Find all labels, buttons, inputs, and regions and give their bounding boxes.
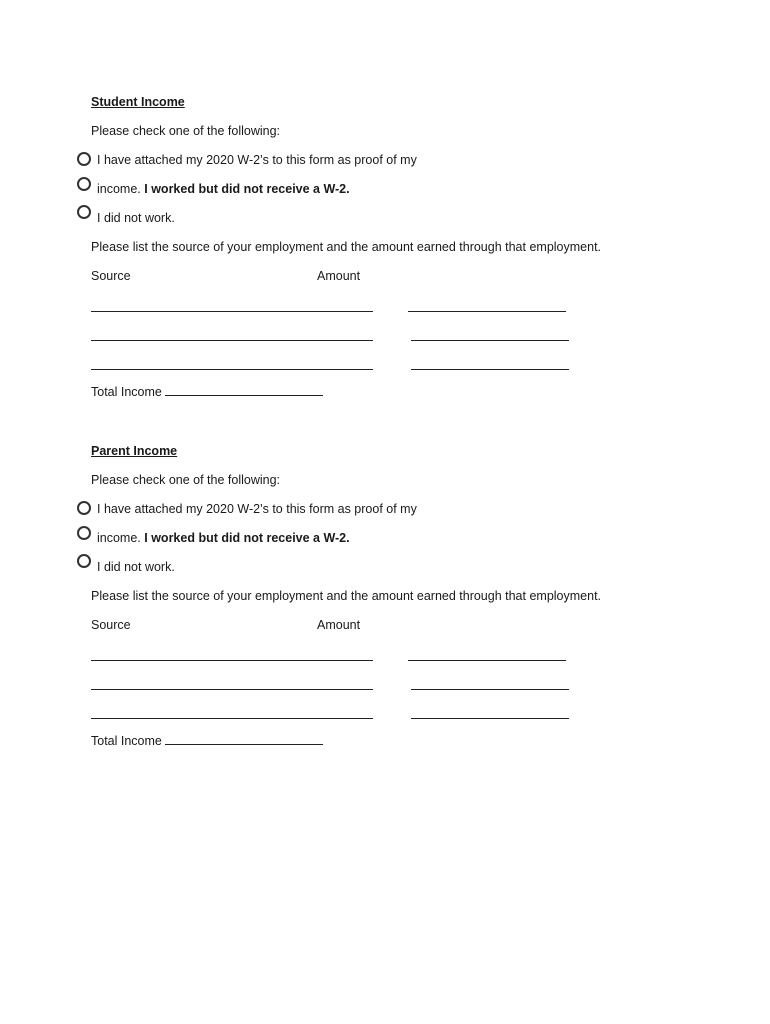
- parent-total-income-label: Total Income: [91, 734, 162, 748]
- student-amount-column-label: Amount: [317, 269, 361, 283]
- student-amount-line-2[interactable]: [411, 340, 569, 341]
- student-source-column-label: Source: [91, 269, 131, 283]
- student-source-line-2[interactable]: [91, 340, 373, 341]
- parent-option-attached-w2-label: I have attached my 2020 W-2’s to this form as proof of my: [97, 502, 417, 516]
- parent-source-column-label: Source: [91, 618, 131, 632]
- student-source-line-3[interactable]: [91, 369, 373, 370]
- parent-radio-did-not-work[interactable]: [77, 554, 91, 568]
- parent-amount-column-label: Amount: [317, 618, 361, 632]
- student-total-income-line[interactable]: [165, 386, 323, 396]
- student-source-line-1[interactable]: [91, 311, 373, 312]
- student-income-heading: Student Income: [91, 95, 185, 109]
- student-amount-line-1[interactable]: [408, 311, 566, 312]
- parent-radio-attached-w2[interactable]: [77, 501, 91, 515]
- parent-option-row-2: [97, 531, 350, 545]
- student-list-prompt: Please list the source of your employment and the amount earned through that employment.: [91, 240, 602, 254]
- student-radio-attached-w2[interactable]: [77, 152, 91, 166]
- student-total-row: [91, 385, 323, 399]
- parent-amount-line-1[interactable]: [408, 660, 566, 661]
- parent-total-row: [91, 734, 323, 748]
- student-option-attached-w2-continued: income.: [97, 182, 141, 196]
- parent-option-no-w2-label: I worked but did not receive a W-2.: [144, 531, 350, 545]
- student-option-attached-w2-label: I have attached my 2020 W-2’s to this form as proof of my: [97, 153, 417, 167]
- student-amount-line-3[interactable]: [411, 369, 569, 370]
- student-radio-did-not-work[interactable]: [77, 205, 91, 219]
- student-option-no-w2-label: I worked but did not receive a W-2.: [144, 182, 350, 196]
- parent-list-prompt: Please list the source of your employment and the amount earned through that employment.: [91, 589, 602, 603]
- parent-source-line-3[interactable]: [91, 718, 373, 719]
- student-option-did-not-work-label: I did not work.: [97, 211, 175, 225]
- parent-option-attached-w2-continued: income.: [97, 531, 141, 545]
- parent-total-income-line[interactable]: [165, 735, 323, 745]
- parent-radio-no-w2[interactable]: [77, 526, 91, 540]
- student-total-income-label: Total Income: [91, 385, 162, 399]
- parent-instruction: Please check one of the following:: [91, 473, 281, 487]
- parent-source-line-2[interactable]: [91, 689, 373, 690]
- parent-amount-line-2[interactable]: [411, 689, 569, 690]
- parent-source-line-1[interactable]: [91, 660, 373, 661]
- student-radio-no-w2[interactable]: [77, 177, 91, 191]
- parent-option-did-not-work-label: I did not work.: [97, 560, 175, 574]
- student-option-row-2: [97, 182, 350, 196]
- parent-amount-line-3[interactable]: [411, 718, 569, 719]
- parent-income-heading: Parent Income: [91, 444, 178, 458]
- student-instruction: Please check one of the following:: [91, 124, 281, 138]
